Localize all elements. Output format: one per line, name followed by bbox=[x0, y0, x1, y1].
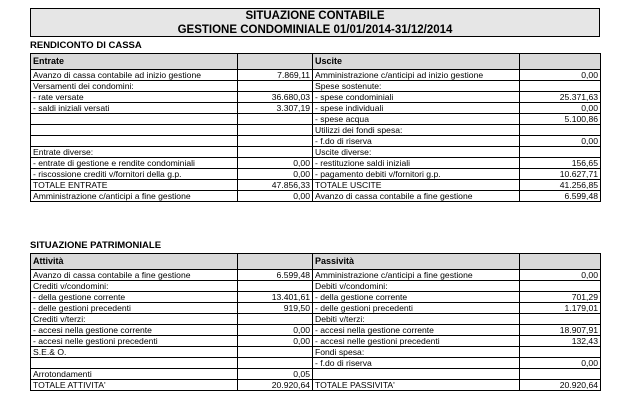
table-row bbox=[31, 314, 601, 325]
table-row bbox=[31, 303, 601, 314]
right-label-cell: - accesi nella gestione corrente bbox=[313, 325, 520, 336]
left-label-cell: - della gestione corrente bbox=[31, 292, 238, 303]
right-amount-cell: 0,00 bbox=[520, 103, 601, 114]
left-amount-cell: 20.920,64 bbox=[238, 380, 313, 391]
left-label-cell: - accesi nelle gestioni precedenti bbox=[31, 336, 238, 347]
right-label-cell bbox=[313, 369, 520, 380]
left-amount-cell: 0,00 bbox=[238, 336, 313, 347]
left-label-cell: S.E.& O. bbox=[31, 347, 238, 358]
right-amount-cell: 0,00 bbox=[520, 70, 601, 81]
right-label-cell: - della gestione corrente bbox=[313, 292, 520, 303]
right-amount-cell: 132,43 bbox=[520, 336, 601, 347]
left-label-cell: Amministrazione c/anticipi a fine gestione bbox=[31, 191, 238, 202]
right-amount-cell: 6.599,48 bbox=[520, 191, 601, 202]
right-amount-cell bbox=[520, 347, 601, 358]
left-amount-cell: 919,50 bbox=[238, 303, 313, 314]
right-amount-cell bbox=[520, 147, 601, 158]
left-label-cell: TOTALE ENTRATE bbox=[31, 180, 238, 191]
right-amount-cell: 1.179,01 bbox=[520, 303, 601, 314]
report-title: SITUAZIONE CONTABILE bbox=[245, 10, 385, 22]
right-amount-cell: 25.371,63 bbox=[520, 92, 601, 103]
left-amount-cell bbox=[238, 314, 313, 325]
left-label-cell: Entrate diverse: bbox=[31, 147, 238, 158]
left-amount-cell: 0,05 bbox=[238, 369, 313, 380]
table-header-row bbox=[31, 54, 601, 70]
left-label-cell: - entrate di gestione e rendite condominiali bbox=[31, 158, 238, 169]
table-row bbox=[31, 169, 601, 180]
table-row bbox=[31, 81, 601, 92]
right-label-cell: Amministrazione c/anticipi a fine gestione bbox=[313, 270, 520, 281]
left-label-cell: Avanzo di cassa contabile a fine gestione bbox=[31, 270, 238, 281]
left-label-cell: Crediti v/terzi: bbox=[31, 314, 238, 325]
left-label-cell bbox=[31, 114, 238, 125]
left-amount-cell: 0,00 bbox=[238, 191, 313, 202]
right-amount-cell: 18.907,91 bbox=[520, 325, 601, 336]
right-label-cell: - spese acqua bbox=[313, 114, 520, 125]
table-row bbox=[31, 347, 601, 358]
right-amount-cell: 10.627,71 bbox=[520, 169, 601, 180]
right-label-cell: Amministrazione c/anticipi ad inizio gestione bbox=[313, 70, 520, 81]
right-amount-cell bbox=[520, 125, 601, 136]
table-row bbox=[31, 136, 601, 147]
table-row bbox=[31, 125, 601, 136]
right-label-cell: Utilizzi dei fondi spesa: bbox=[313, 125, 520, 136]
table-header-row bbox=[31, 254, 601, 270]
right-label-cell: Debiti v/condomini: bbox=[313, 281, 520, 292]
left-label-cell: - riscossione crediti v/fornitori della g.p. bbox=[31, 169, 238, 180]
right-label-cell: - f.do di riserva bbox=[313, 136, 520, 147]
report-subtitle: GESTIONE CONDOMINIALE 01/01/2014-31/12/2014 bbox=[177, 23, 453, 36]
right-label-cell: Debiti v/terzi: bbox=[313, 314, 520, 325]
left-amount-cell: 47.856,33 bbox=[238, 180, 313, 191]
right-amount-cell: 0,00 bbox=[520, 270, 601, 281]
right-label-cell: - delle gestioni precedenti bbox=[313, 303, 520, 314]
table-row bbox=[31, 70, 601, 81]
left-label-cell: TOTALE ATTIVITA' bbox=[31, 380, 238, 391]
table-row bbox=[31, 380, 601, 391]
left-amount-cell: 6.599,48 bbox=[238, 270, 313, 281]
right-label-cell: Fondi spesa: bbox=[313, 347, 520, 358]
left-label-cell bbox=[31, 125, 238, 136]
right-amount-cell: 41.256,85 bbox=[520, 180, 601, 191]
table-row bbox=[31, 281, 601, 292]
column-header-entrate: Entrate bbox=[31, 54, 238, 70]
left-label-cell bbox=[31, 136, 238, 147]
report-title-box bbox=[30, 8, 600, 37]
left-amount-cell bbox=[238, 147, 313, 158]
left-amount-cell bbox=[238, 347, 313, 358]
left-label-cell: Crediti v/condomini: bbox=[31, 281, 238, 292]
right-amount-cell bbox=[520, 369, 601, 380]
right-amount-cell: 0,00 bbox=[520, 358, 601, 369]
right-label-cell: TOTALE USCITE bbox=[313, 180, 520, 191]
column-header-passivita: Passività bbox=[313, 254, 520, 270]
right-amount-cell bbox=[520, 81, 601, 92]
patrimoniale-table bbox=[30, 253, 601, 391]
column-header-attivita: Attività bbox=[31, 254, 238, 270]
rendiconto-table bbox=[30, 53, 601, 202]
table-row bbox=[31, 369, 601, 380]
table-row bbox=[31, 147, 601, 158]
left-label-cell: - delle gestioni precedenti bbox=[31, 303, 238, 314]
left-label-cell: - saldi iniziali versati bbox=[31, 103, 238, 114]
table-row bbox=[31, 191, 601, 202]
column-header-uscite: Uscite bbox=[313, 54, 520, 70]
right-label-cell: - spese individuali bbox=[313, 103, 520, 114]
right-label-cell: Spese sostenute: bbox=[313, 81, 520, 92]
right-amount-cell: 0,00 bbox=[520, 136, 601, 147]
right-label-cell: - pagamento debiti v/fornitori g.p. bbox=[313, 169, 520, 180]
right-amount-cell: 156,65 bbox=[520, 158, 601, 169]
left-amount-cell bbox=[238, 358, 313, 369]
table-row bbox=[31, 114, 601, 125]
left-label-cell bbox=[31, 358, 238, 369]
left-amount-cell: 3.307,19 bbox=[238, 103, 313, 114]
left-amount-cell: 0,00 bbox=[238, 325, 313, 336]
left-amount-cell: 0,00 bbox=[238, 158, 313, 169]
left-amount-cell: 36.680,03 bbox=[238, 92, 313, 103]
left-amount-cell bbox=[238, 281, 313, 292]
left-amount-cell bbox=[238, 125, 313, 136]
section-heading-rendiconto: RENDICONTO DI CASSA bbox=[30, 40, 142, 51]
left-amount-cell: 7.869,11 bbox=[238, 70, 313, 81]
left-amount-cell: 0,00 bbox=[238, 169, 313, 180]
table-row bbox=[31, 336, 601, 347]
left-label-cell: Avanzo di cassa contabile ad inizio gestione bbox=[31, 70, 238, 81]
left-label-cell: Versamenti dei condomini: bbox=[31, 81, 238, 92]
right-label-cell: - spese condominiali bbox=[313, 92, 520, 103]
table-row bbox=[31, 180, 601, 191]
table-row bbox=[31, 325, 601, 336]
table-row bbox=[31, 292, 601, 303]
table-row bbox=[31, 270, 601, 281]
right-label-cell: Uscite diverse: bbox=[313, 147, 520, 158]
table-row bbox=[31, 92, 601, 103]
left-amount-cell: 13.401,61 bbox=[238, 292, 313, 303]
table-row bbox=[31, 358, 601, 369]
right-label-cell: TOTALE PASSIVITA' bbox=[313, 380, 520, 391]
table-row bbox=[31, 158, 601, 169]
right-amount-cell: 701,29 bbox=[520, 292, 601, 303]
table-row bbox=[31, 103, 601, 114]
right-label-cell: - accesi nelle gestioni precedenti bbox=[313, 336, 520, 347]
right-amount-cell bbox=[520, 314, 601, 325]
left-label-cell: - accesi nella gestione corrente bbox=[31, 325, 238, 336]
left-amount-cell bbox=[238, 114, 313, 125]
left-amount-cell bbox=[238, 81, 313, 92]
left-label-cell: Arrotondamenti bbox=[31, 369, 238, 380]
right-amount-cell: 20.920,64 bbox=[520, 380, 601, 391]
right-amount-cell bbox=[520, 281, 601, 292]
left-label-cell: - rate versate bbox=[31, 92, 238, 103]
section-heading-patrimoniale: SITUAZIONE PATRIMONIALE bbox=[30, 240, 162, 251]
right-amount-cell: 5.100,86 bbox=[520, 114, 601, 125]
left-amount-cell bbox=[238, 136, 313, 147]
right-label-cell: Avanzo di cassa contabile a fine gestione bbox=[313, 191, 520, 202]
right-label-cell: - f.do di riserva bbox=[313, 358, 520, 369]
right-label-cell: - restituzione saldi iniziali bbox=[313, 158, 520, 169]
